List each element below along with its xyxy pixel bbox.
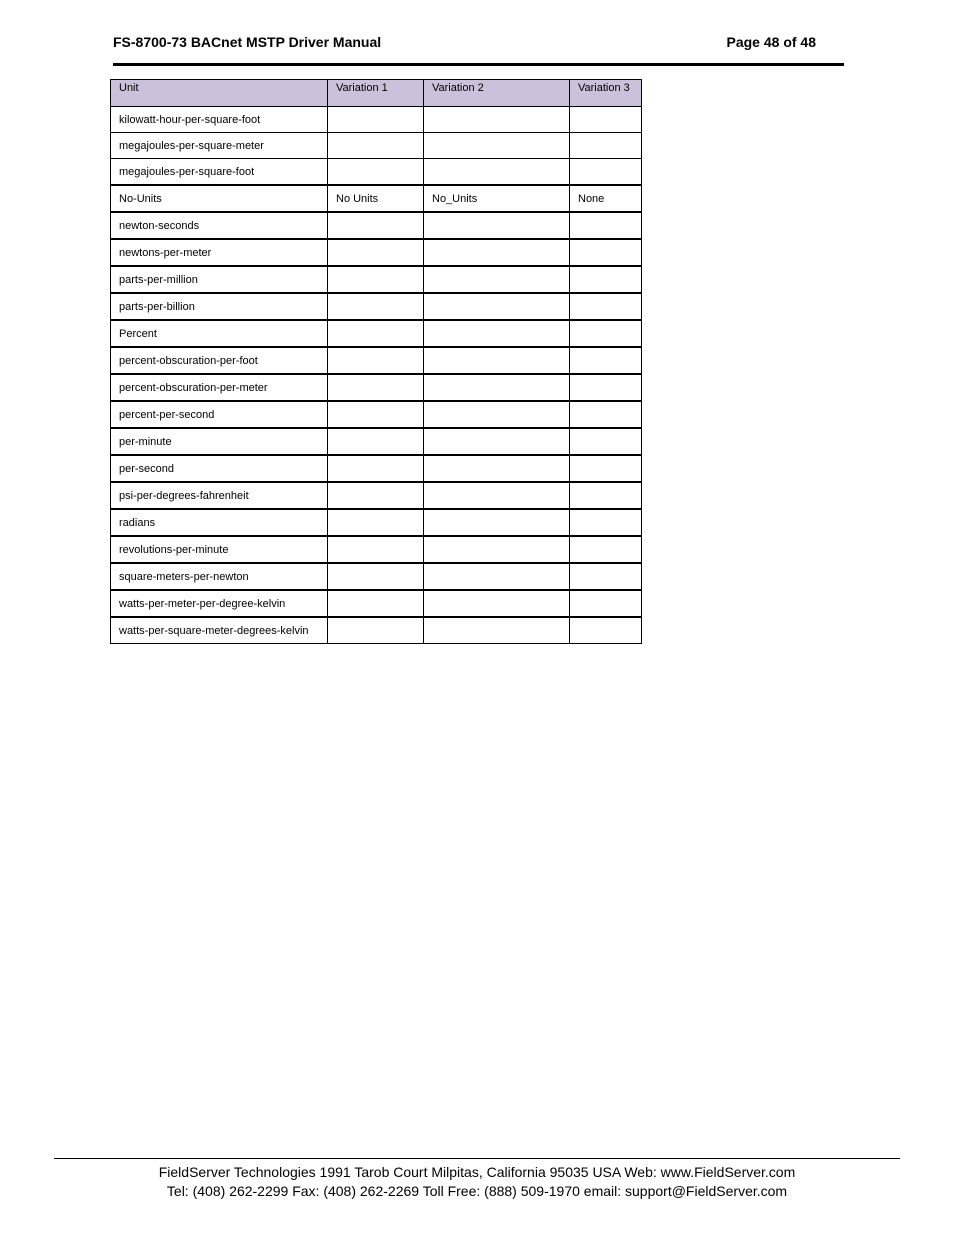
column-header-unit: Unit [111, 80, 328, 107]
table-header-row [111, 80, 642, 107]
table-row [111, 509, 642, 536]
unit-cell: megajoules-per-square-meter [111, 133, 328, 159]
variation-3-cell [570, 590, 642, 617]
table-row [111, 320, 642, 347]
variation-2-cell [424, 133, 570, 159]
variation-1-cell [328, 107, 424, 133]
unit-cell: psi-per-degrees-fahrenheit [111, 482, 328, 509]
variation-1-cell [328, 428, 424, 455]
variation-3-cell [570, 239, 642, 266]
unit-cell: newtons-per-meter [111, 239, 328, 266]
unit-cell: percent-per-second [111, 401, 328, 428]
footer-address-line: FieldServer Technologies 1991 Tarob Court Milpitas, California 95035 USA Web: www.FieldServer.com [158, 1164, 796, 1180]
table-row [111, 159, 642, 186]
footer-contact-line: Tel: (408) 262-2299 Fax: (408) 262-2269 Toll Free: (888) 509-1970 email: support@FieldServer.com [166, 1183, 788, 1199]
variation-2-cell [424, 320, 570, 347]
variation-3-cell [570, 455, 642, 482]
variation-2-cell [424, 107, 570, 133]
variation-2-cell [424, 374, 570, 401]
variation-3-cell [570, 617, 642, 644]
variation-3-cell [570, 266, 642, 293]
variation-3-cell [570, 509, 642, 536]
variation-2-cell [424, 293, 570, 320]
unit-cell: percent-obscuration-per-foot [111, 347, 328, 374]
table-row [111, 266, 642, 293]
variation-3-cell [570, 374, 642, 401]
variation-3-cell [570, 401, 642, 428]
column-header-variation-3: Variation 3 [570, 80, 642, 107]
unit-cell: watts-per-square-meter-degrees-kelvin [111, 617, 328, 644]
variation-1-cell: No Units [328, 185, 424, 212]
unit-cell: newton-seconds [111, 212, 328, 239]
variation-1-cell [328, 617, 424, 644]
variation-2-cell [424, 509, 570, 536]
table-row [111, 293, 642, 320]
variation-1-cell [328, 266, 424, 293]
variation-3-cell [570, 133, 642, 159]
variation-1-cell [328, 320, 424, 347]
variation-1-cell [328, 455, 424, 482]
variation-1-cell [328, 212, 424, 239]
variation-2-cell [424, 239, 570, 266]
variation-3-cell [570, 347, 642, 374]
page-header [113, 34, 845, 64]
variation-1-cell [328, 482, 424, 509]
variation-2-cell [424, 536, 570, 563]
table-row [111, 590, 642, 617]
variation-1-cell [328, 509, 424, 536]
document-title: FS-8700-73 BACnet MSTP Driver Manual [113, 34, 382, 50]
variation-2-cell [424, 159, 570, 186]
variation-1-cell [328, 347, 424, 374]
variation-3-cell [570, 159, 642, 186]
table-row [111, 428, 642, 455]
unit-cell: square-meters-per-newton [111, 563, 328, 590]
variation-2-cell [424, 563, 570, 590]
table-row [111, 374, 642, 401]
variation-2-cell [424, 617, 570, 644]
variation-2-cell [424, 212, 570, 239]
variation-2-cell [424, 266, 570, 293]
table-row [111, 212, 642, 239]
unit-cell: megajoules-per-square-foot [111, 159, 328, 186]
variation-2-cell [424, 590, 570, 617]
table-row [111, 239, 642, 266]
variation-1-cell [328, 563, 424, 590]
variation-1-cell [328, 239, 424, 266]
page-footer [54, 1163, 900, 1201]
unit-cell: No-Units [111, 185, 328, 212]
unit-cell: watts-per-meter-per-degree-kelvin [111, 590, 328, 617]
variation-2-cell [424, 401, 570, 428]
unit-cell: revolutions-per-minute [111, 536, 328, 563]
variation-3-cell [570, 212, 642, 239]
page-number: Page 48 of 48 [726, 34, 816, 50]
unit-cell: per-minute [111, 428, 328, 455]
variation-1-cell [328, 590, 424, 617]
unit-cell: parts-per-million [111, 266, 328, 293]
table-row [111, 536, 642, 563]
column-header-variation-2: Variation 2 [424, 80, 570, 107]
variation-3-cell [570, 482, 642, 509]
unit-cell: Percent [111, 320, 328, 347]
variation-2-cell [424, 482, 570, 509]
variation-3-cell [570, 320, 642, 347]
variation-3-cell [570, 563, 642, 590]
table-row [111, 133, 642, 159]
column-header-variation-1: Variation 1 [328, 80, 424, 107]
unit-cell: kilowatt-hour-per-square-foot [111, 107, 328, 133]
table-row [111, 185, 642, 212]
units-table-body [111, 107, 642, 644]
footer-divider [54, 1158, 900, 1159]
units-table [110, 79, 642, 644]
unit-cell: percent-obscuration-per-meter [111, 374, 328, 401]
unit-cell: per-second [111, 455, 328, 482]
variation-1-cell [328, 159, 424, 186]
table-row [111, 563, 642, 590]
variation-1-cell [328, 374, 424, 401]
table-row [111, 347, 642, 374]
variation-3-cell: None [570, 185, 642, 212]
table-row [111, 455, 642, 482]
table-row [111, 617, 642, 644]
table-row [111, 107, 642, 133]
variation-1-cell [328, 401, 424, 428]
variation-2-cell [424, 455, 570, 482]
variation-3-cell [570, 107, 642, 133]
table-row [111, 482, 642, 509]
variation-2-cell [424, 428, 570, 455]
variation-1-cell [328, 293, 424, 320]
variation-1-cell [328, 133, 424, 159]
variation-2-cell [424, 347, 570, 374]
variation-3-cell [570, 536, 642, 563]
unit-cell: radians [111, 509, 328, 536]
variation-3-cell [570, 293, 642, 320]
table-row [111, 401, 642, 428]
unit-cell: parts-per-billion [111, 293, 328, 320]
variation-2-cell: No_Units [424, 185, 570, 212]
variation-3-cell [570, 428, 642, 455]
header-divider [113, 63, 844, 66]
variation-1-cell [328, 536, 424, 563]
